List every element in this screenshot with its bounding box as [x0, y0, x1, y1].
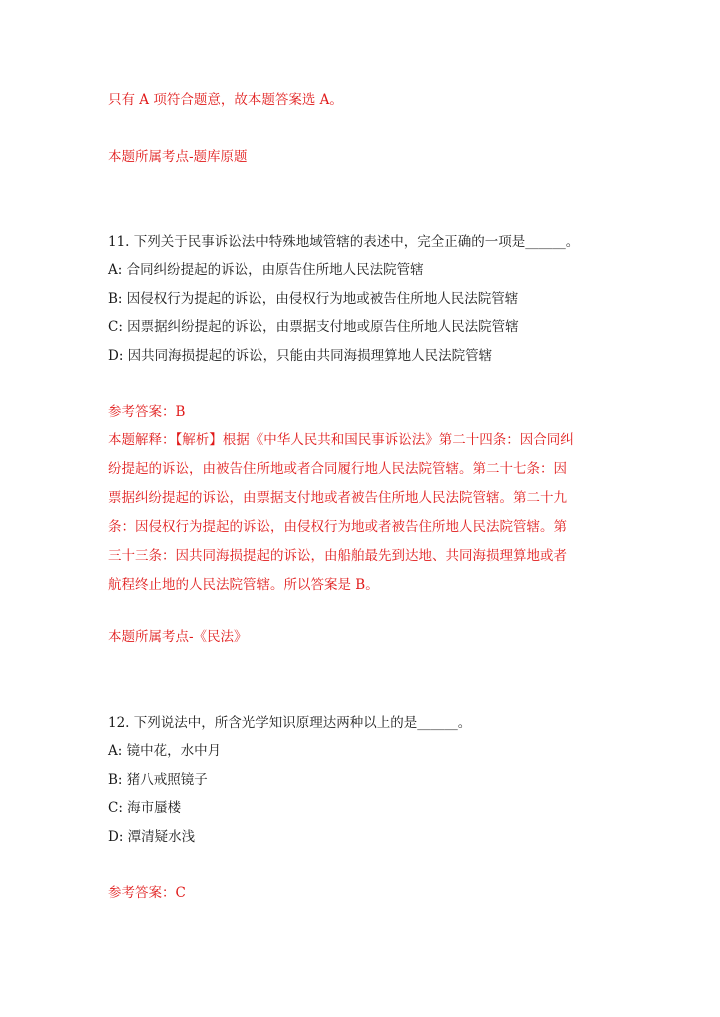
option-a: A: 合同纠纷提起的诉讼，由原告住所地人民法院管辖 [108, 262, 424, 278]
category: 本题所属考点-《民法》 [108, 629, 248, 645]
explanation-line: 三十三条：因共同海损提起的诉讼，由船舶最先到达地、共同海损理算地或者 [108, 548, 567, 564]
question-stem: 12. 下列说法中，所含光学知识原理达两种以上的是______。 [108, 715, 472, 731]
explanation-line: 纷提起的诉讼，由被告住所地或者合同履行地人民法院管辖。第二十七条：因 [108, 461, 567, 477]
explanation-line: 条：因侵权行为提起的诉讼，由侵权行为地或者被告住所地人民法院管辖。第 [108, 519, 567, 535]
option-c: C: 海市蜃楼 [108, 800, 182, 816]
option-c: C: 因票据纠纷提起的诉讼，由票据支付地或原告住所地人民法院管辖 [108, 319, 519, 335]
option-d: D: 因共同海损提起的诉讼，只能由共同海损理算地人民法院管辖 [108, 348, 493, 364]
option-d: D: 潭清疑水浅 [108, 829, 196, 845]
answer: 参考答案：C [108, 885, 186, 901]
option-a: A: 镜中花，水中月 [108, 743, 222, 759]
explanation-line: 票据纠纷提起的诉讼，由票据支付地或者被告住所地人民法院管辖。第二十九 [108, 490, 567, 506]
explanation [108, 426, 606, 600]
prev-category: 本题所属考点-题库原题 [108, 149, 248, 165]
explanation-line: 本题解释：【解析】根据《中华人民共和国民事诉讼法》第二十四条：因合同纠 [108, 432, 574, 448]
option-b: B: 猪八戒照镜子 [108, 772, 208, 788]
answer: 参考答案：B [108, 404, 186, 420]
question-stem: 11. 下列关于民事诉讼法中特殊地域管辖的表述中，完全正确的一项是______。 [108, 234, 580, 250]
prev-explanation-tail: 只有 A 项符合题意，故本题答案选 A。 [108, 92, 343, 108]
explanation-line: 航程终止地的人民法院管辖。所以答案是 B。 [108, 577, 379, 593]
option-b: B: 因侵权行为提起的诉讼，由侵权行为地或被告住所地人民法院管辖 [108, 291, 519, 307]
